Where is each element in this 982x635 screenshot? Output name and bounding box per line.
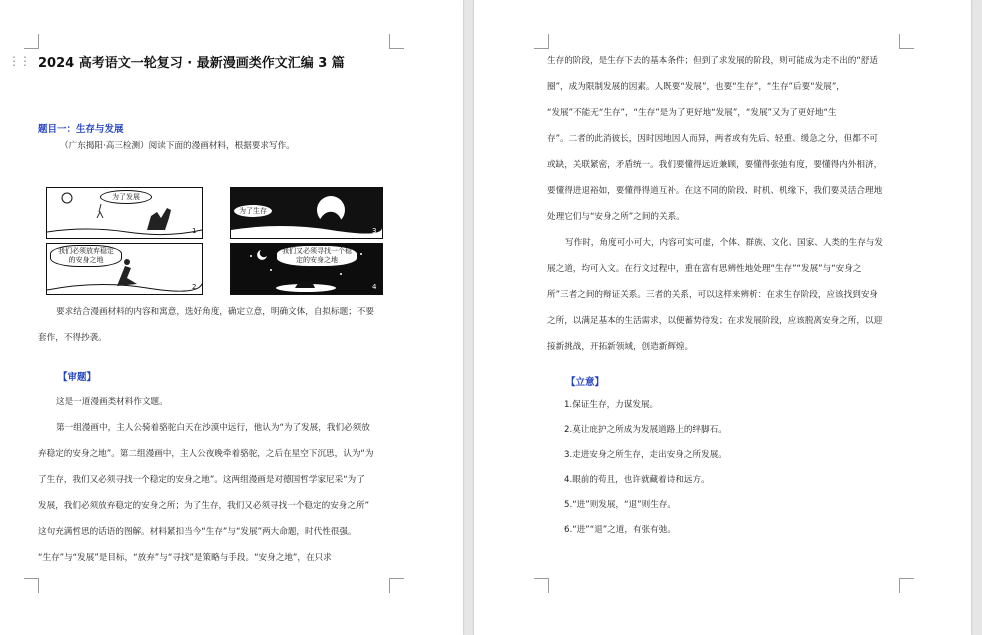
margin-corner-mark <box>389 34 404 49</box>
document-page-right <box>474 0 971 635</box>
margin-corner-mark <box>534 578 549 593</box>
list-item: 3.走进安身之所生存，走出安身之所发展。 <box>564 450 727 460</box>
margin-corner-mark <box>534 34 549 49</box>
analysis-paragraph: 生存的阶段，是生存下去的基本条件；但到了求发展的阶段，则可能成为走不出的“舒适 圈”，成为限制发展的因素。人既要“发展”，也要“生存”，“生存”后要“发展”， “发展”不能无“生存”，“生存”是为了更好地“发展”，“发展”又为了更好地“生 存”。二者的此消彼长，因时因地因人而异，两者或有先后、轻重、缓急之分，但都不可 或缺，关联紧密，矛盾统一。我们要懂得远近兼顾，要懂得张弛有度，要懂得内外相济， 要懂得进退裕如，要懂得得道互补。在这不同的阶段、时机、机缘下，我们要灵活合理地 处理它们与“安身之所”之间的关系。 <box>547 56 883 222</box>
margin-corner-mark <box>899 34 914 49</box>
comic-bubble-2: 我们必须放弃稳定的安身之地 <box>50 245 122 267</box>
thesis-heading: 【立意】 <box>566 377 605 388</box>
review-heading: 【审题】 <box>58 372 97 383</box>
margin-corner-mark <box>389 578 404 593</box>
panel-number: 3 <box>372 227 377 235</box>
comic-bubble-1: 为了发展 <box>100 190 152 204</box>
list-item: 2.莫让庇护之所成为发展道路上的绊脚石。 <box>564 425 727 435</box>
requirement-paragraph: 要求结合漫画材料的内容和寓意，选好角度，确定立意，明确文体，自拟标题；不要 套作，不得抄袭。 <box>38 307 374 343</box>
comic-bubble-4: 我们又必须寻找一个稳定的安身之地 <box>276 245 358 267</box>
topic-heading: 题目一：生存与发展 <box>38 124 124 135</box>
document-title: 2024 高考语文一轮复习 · 最新漫画类作文汇编 3 篇 <box>38 56 345 71</box>
panel-number: 4 <box>372 283 377 291</box>
list-item: 1.保证生存，力谋发展。 <box>564 400 659 410</box>
source-line: （广东揭阳·高三检测）阅读下面的漫画材料，根据要求写作。 <box>60 141 295 151</box>
writing-guidance-paragraph: 写作时，角度可小可大，内容可实可虚，个体、群族、文化、国家、人类的生存与发 展之道，均可入文。在行文过程中，重在富有思辨性地处理“生存”“发展”与“安身之 所”三者之间的辩证关系。三者的关系，可以这样来辨析：在求生存阶段，应该找到安身 之所，以满足基本的生活需求，以便蓄势待发；在求发展阶段，应该脱离安身之所，以迎 接新挑战，开拓新领域，创造新辉煌。 <box>547 238 883 352</box>
margin-corner-mark <box>24 578 39 593</box>
list-item: 4.眼前的苟且，也许就藏着诗和远方。 <box>564 475 710 485</box>
drag-handle-icon[interactable]: ⋮⋮ <box>8 54 30 68</box>
list-item: 6.“进”“退”之道，有张有弛。 <box>564 525 676 535</box>
thesis-list <box>564 393 727 543</box>
document-page-left <box>0 0 463 635</box>
panel-number: 1 <box>192 227 197 235</box>
list-item: 5.“进”则发展，“退”则生存。 <box>564 500 676 510</box>
comic-bubble-3: 为了生存 <box>233 204 273 218</box>
review-paragraph: 这是一道漫画类材料作文题。 第一组漫画中，主人公骑着骆驼白天在沙漠中远行，他认为“为了发展，我们必须放 弃稳定的安身之地”。第二组漫画中，主人公夜晚牵着骆驼，之后在星空下沉思，认为“为 了生存，我们又必须寻找一个稳定的安身之地”。这两组漫画是对德国哲学家尼采“为了 发展，我们必须放弃稳定的安身之所；为了生存，我们又必须寻找一个稳定的安身之所” 这句充满哲思的话语的图解。材料紧扣当今“生存”与“发展”两大命题，时代性很强。 “生存”与“发展”是目标，“放弃”与“寻找”是策略与手段。“安身之地”，在只求 <box>38 397 374 563</box>
panel-number: 2 <box>192 283 197 291</box>
margin-corner-mark <box>24 34 39 49</box>
margin-corner-mark <box>899 578 914 593</box>
